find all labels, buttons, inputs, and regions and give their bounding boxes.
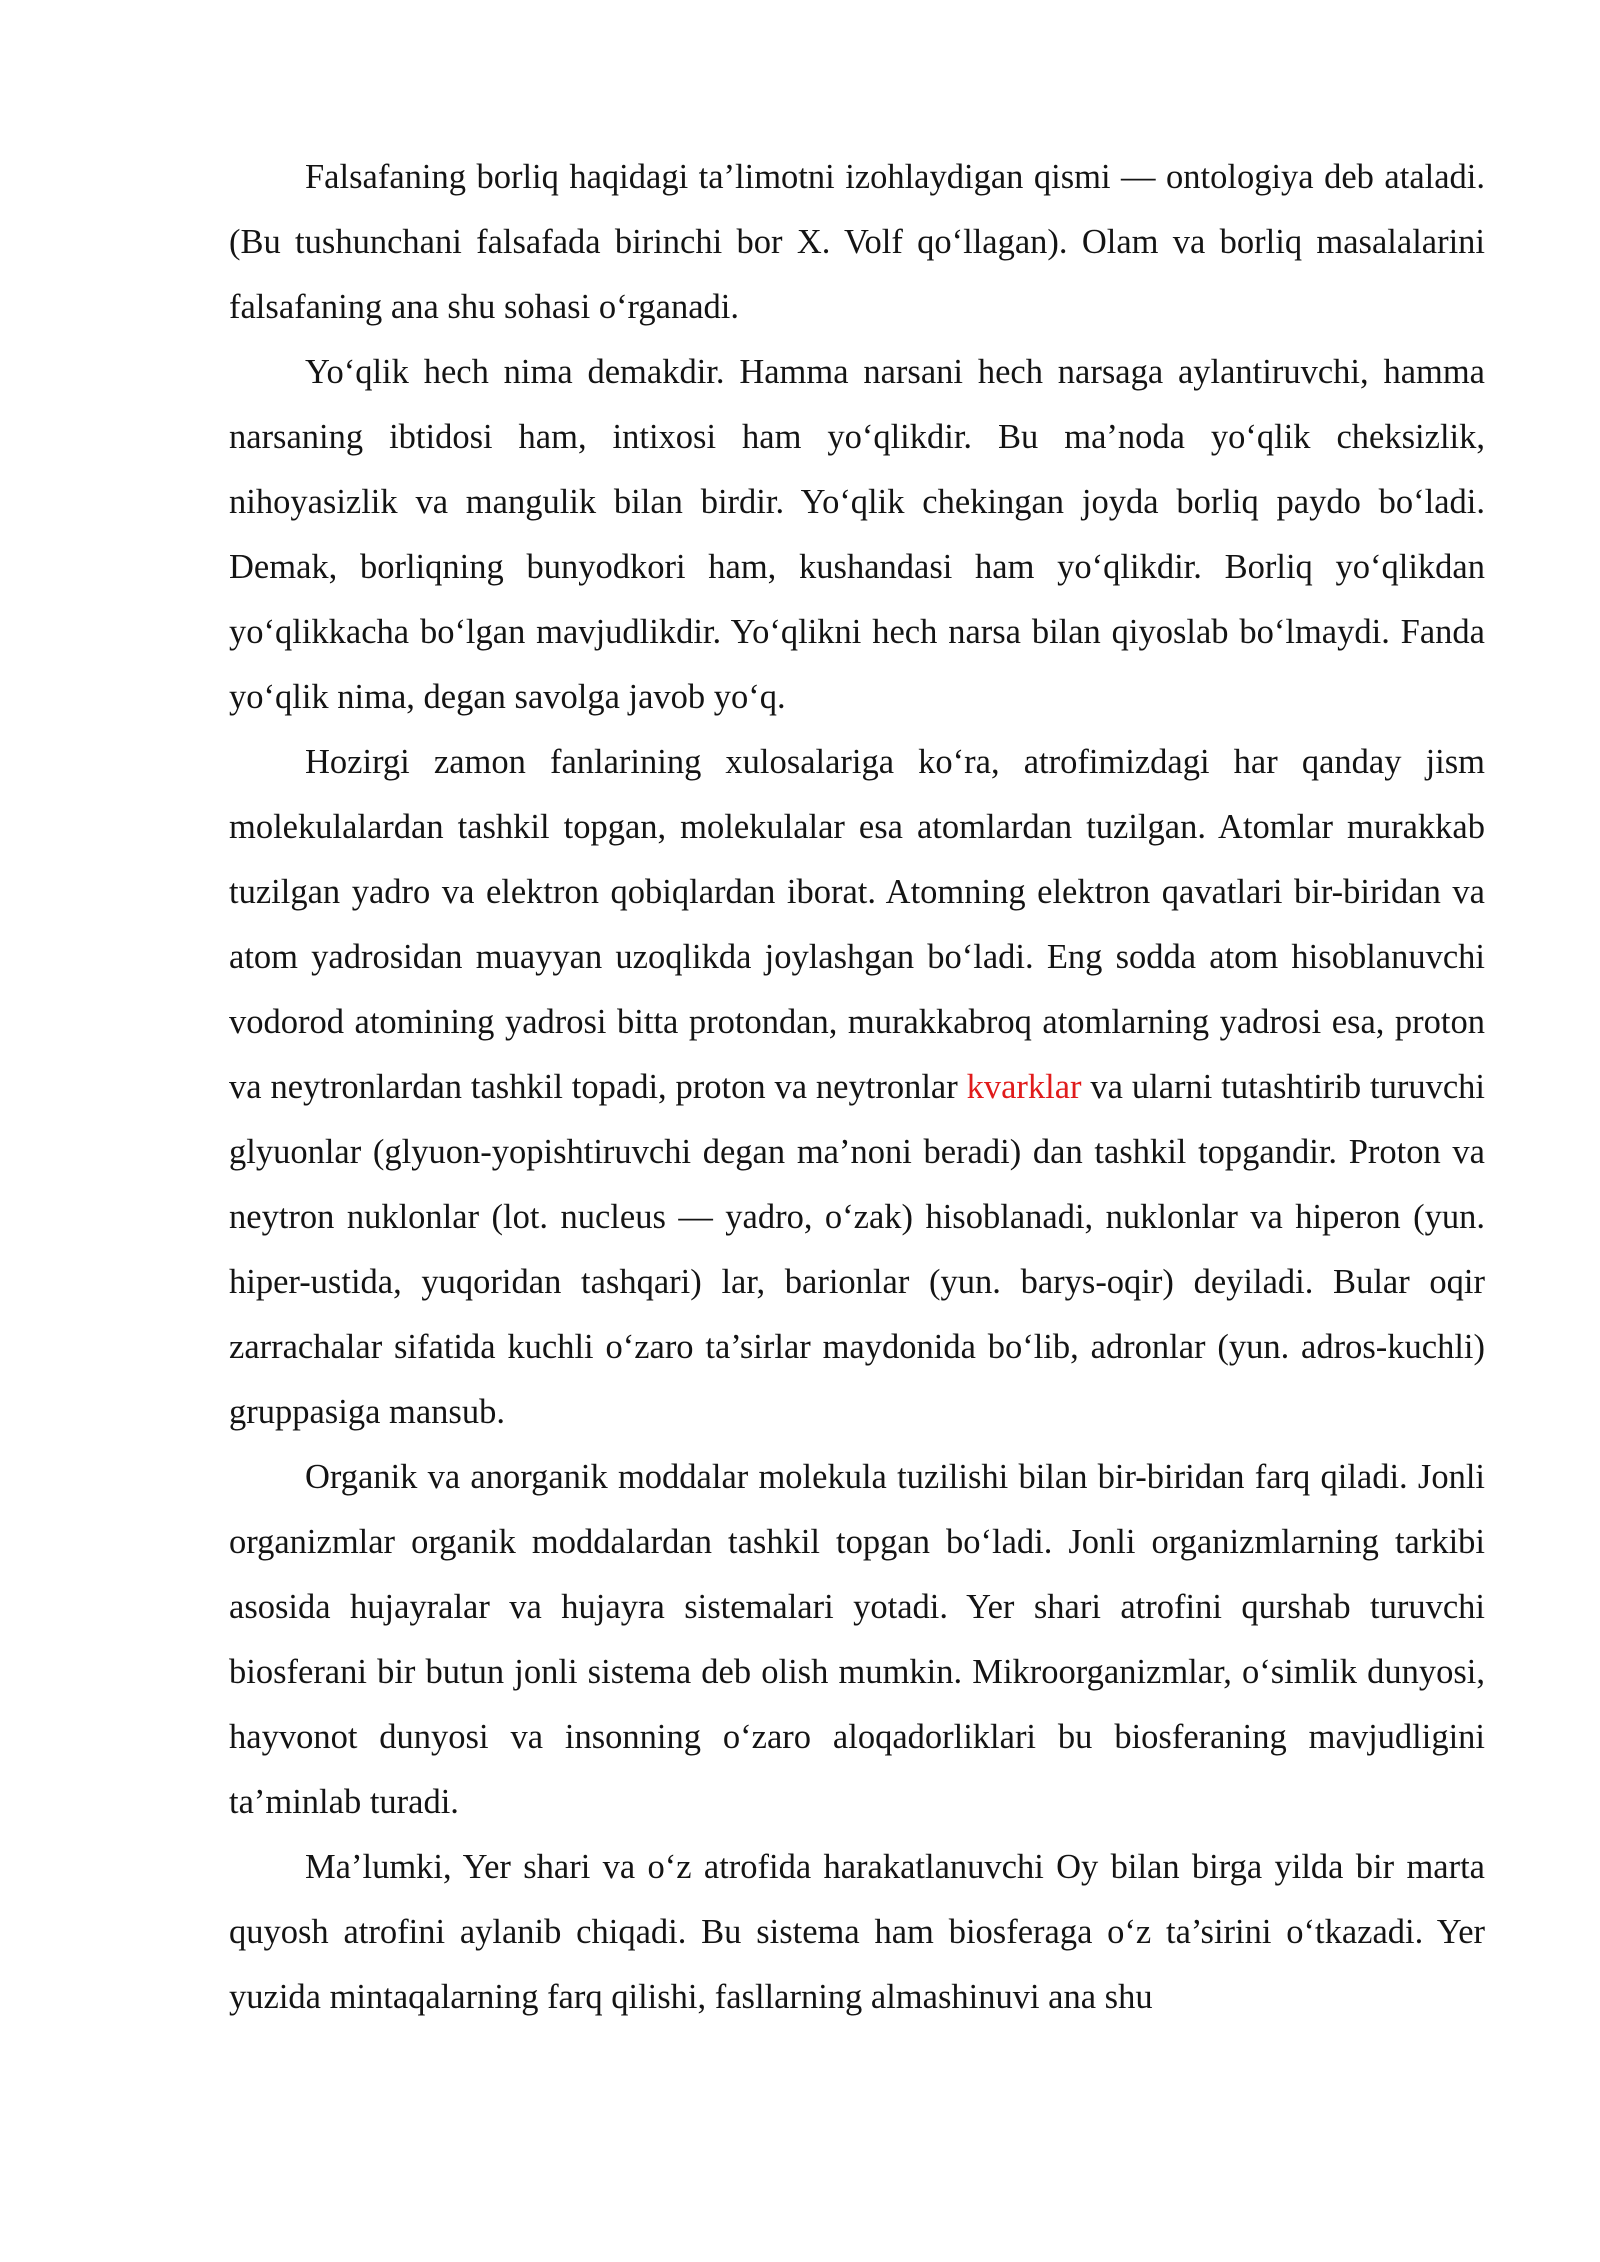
document-page [229, 145, 1485, 2030]
paragraph-atoms [229, 730, 1485, 1445]
paragraph-ontology: Falsafaning borliq haqidagi ta’limotni izohlaydigan qismi — ontologiya deb ataladi. (Bu tushunchani falsafada birinchi bor X. Volf qo‘llagan). Olam va borliq masalalarini falsafaning ana shu sohasi o‘rganadi. [229, 158, 1485, 326]
paragraph-organic: Organik va anorganik moddalar molekula tuzilishi bilan bir-biridan farq qiladi. Jonli organizmlar organik moddalardan tashkil topgan bo‘ladi. Jonli organizmlarning tarkibi asosida hujayralar va hujayra sistemalari yotadi. Yer shari atrofini qurshab turuvchi biosferani bir butun jonli sistema deb olish mumkin. Mikroorganizmlar, o‘simlik dunyosi, hayvonot dunyosi va insonning o‘zaro aloqadorliklari bu biosferaning mavjudligini ta’minlab turadi. [229, 1458, 1485, 1821]
highlighted-term-kvarklar: kvarklar [966, 1068, 1082, 1106]
paragraph-atoms-text-before: Hozirgi zamon fanlarining xulosalariga ko‘ra, atrofimizdagi har qanday jism molekulalardan tashkil topgan, molekulalar esa atomlardan tuzilgan. Atomlar murakkab tuzilgan yadro va elektron qobiqlardan iborat. Atomning elektron qavatlari bir-biridan va atom yadrosidan muayyan uzoqlikda joylashgan bo‘ladi. Eng sodda atom hisoblanuvchi vodorod atomining yadrosi bitta protondan, murakkabroq atomlarning yadrosi esa, proton va neytronlardan tashkil topadi, proton va neytronlar [229, 743, 1485, 1106]
paragraph-atoms-text-after: va ularni tutashtirib turuvchi glyuonlar (glyuon-yopishtiruvchi degan ma’noni beradi) dan tashkil topgandir. Proton va neytron nuklonlar (lot. nucleus — yadro, o‘zak) hisoblanadi, nuklonlar va hiperon (yun. hiper-ustida, yuqoridan tashqari) lar, barionlar (yun. barys-oqir) deyiladi. Bular oqir zarrachalar sifatida kuchli o‘zaro ta’sirlar maydonida bo‘lib, adronlar (yun. adros-kuchli) gruppasiga mansub. [229, 1068, 1485, 1431]
paragraph-earth-sun: Ma’lumki, Yer shari va o‘z atrofida harakatlanuvchi Oy bilan birga yilda bir marta quyosh atrofini aylanib chiqadi. Bu sistema ham biosferaga o‘z ta’sirini o‘tkazadi. Yer yuzida mintaqalarning farq qilishi, fasllarning almashinuvi ana shu [229, 1848, 1485, 2016]
paragraph-nothingness: Yo‘qlik hech nima demakdir. Hamma narsani hech narsaga aylantiruvchi, hamma narsaning ibtidosi ham, intixosi ham yo‘qlikdir. Bu ma’noda yo‘qlik cheksizlik, nihoyasizlik va mangulik bilan birdir. Yo‘qlik chekingan joyda borliq paydo bo‘ladi. Demak, borliqning bunyodkori ham, kushandasi ham yo‘qlikdir. Borliq yo‘qlikdan yo‘qlikkacha bo‘lgan mavjudlikdir. Yo‘qlikni hech narsa bilan qiyoslab bo‘lmaydi. Fanda yo‘qlik nima, degan savolga javob yo‘q. [229, 353, 1485, 716]
